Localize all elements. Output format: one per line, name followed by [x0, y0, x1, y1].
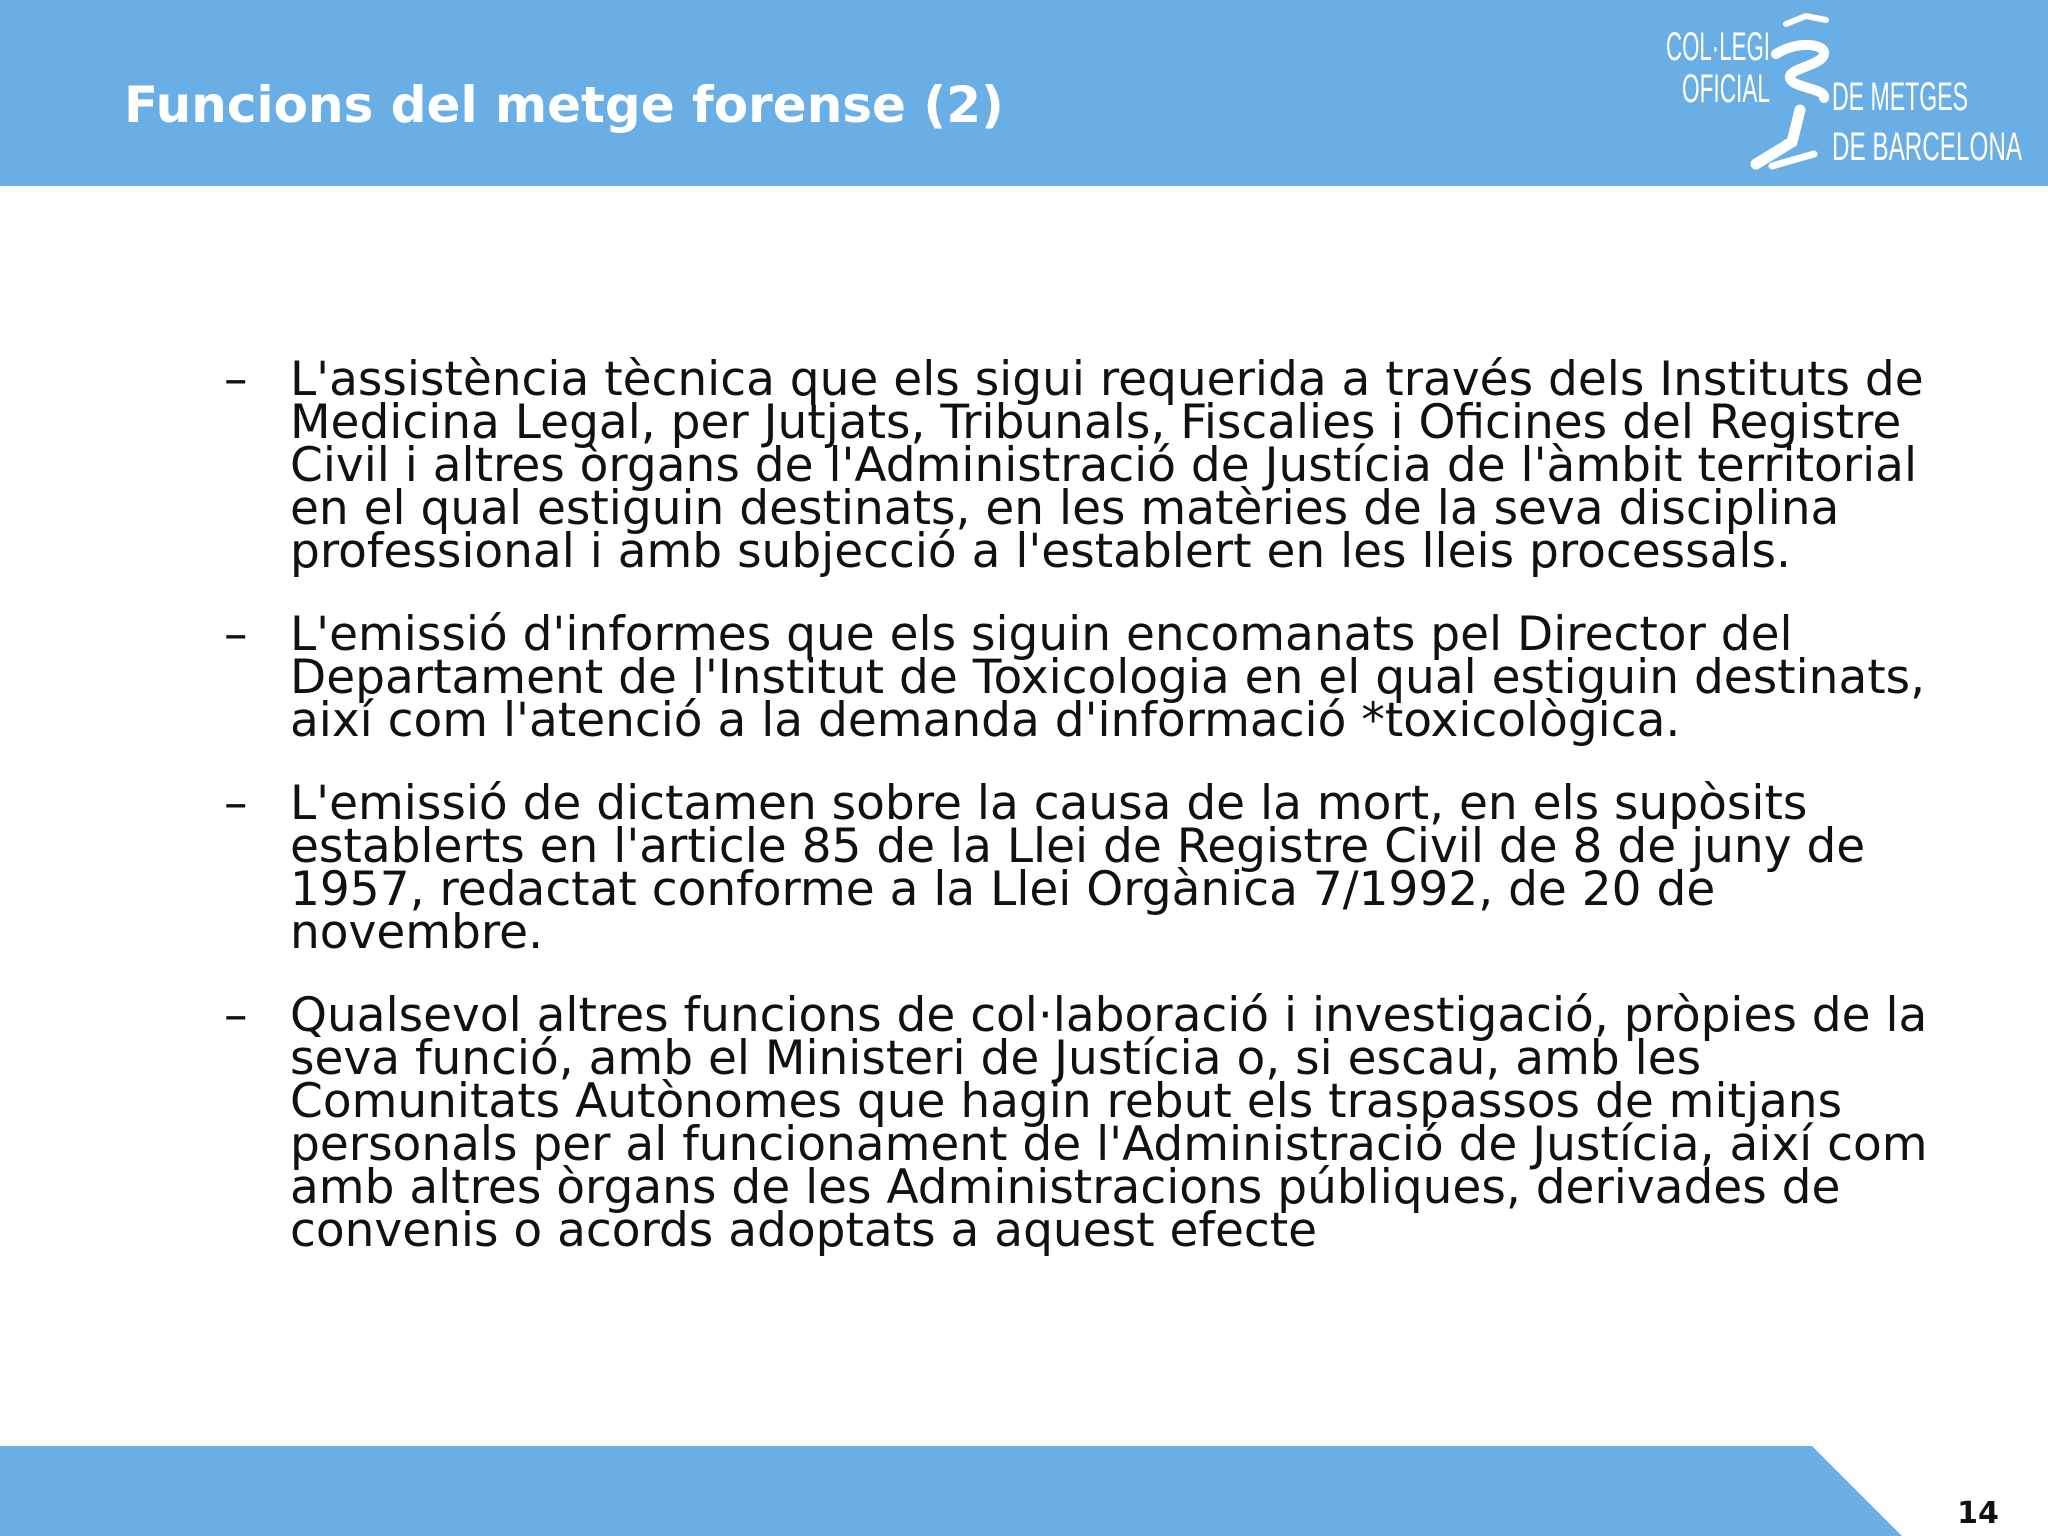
- logo-text-left-1: COL·LEGI: [1666, 25, 1770, 69]
- footer-band: [0, 1446, 2048, 1536]
- page-number: 14: [1957, 1496, 1999, 1531]
- bullet-item: [224, 607, 1944, 748]
- college-logo: [1664, 14, 2028, 176]
- bullet-dash: –: [224, 607, 248, 662]
- bullet-list: [224, 352, 1944, 1292]
- bullet-text: L'emissió d'informes que els siguin encomanats pel Director del Departament de l'Institut de Toxicologia en el qual estiguin destinats, així com l'atenció a la demanda d'informació *toxicològica.: [290, 607, 1926, 748]
- bullet-item: [224, 988, 1944, 1258]
- slide-title: Funcions del metge forense (2): [124, 76, 1004, 134]
- bullet-text: Qualsevol altres funcions de col·laboració i investigació, pròpies de la seva funció, amb el Ministeri de Justícia o, si escau, amb les Comunitats Autònomes que hagin rebut els traspassos de mitjans personals per al funcionament de l'Administració de Justícia, així com amb altres òrgans de les Administracions públiques, derivades de convenis o acords adoptats a aquest efecte: [290, 988, 1928, 1258]
- bullet-dash: –: [224, 776, 248, 831]
- bullet-text: L'assistència tècnica que els sigui requerida a través dels Instituts de Medicina Legal, per Jutjats, Tribunals, Fiscalies i Oficines del Registre Civil i altres òrgans de l'Administració de Justícia de l'àmbit territorial en el qual estiguin destinats, en les matèries de la seva disciplina professional i amb subjecció a l'establert en les lleis processals.: [290, 352, 1924, 579]
- bullet-item: [224, 776, 1944, 960]
- logo-text-right-2: DE BARCELONA: [1832, 125, 2023, 169]
- logo-text-right-1: DE METGES: [1832, 75, 1968, 119]
- bullet-dash: –: [224, 988, 248, 1043]
- bullet-dash: –: [224, 352, 248, 407]
- bullet-item: [224, 352, 1944, 579]
- bullet-text: L'emissió de dictamen sobre la causa de la mort, en els supòsits establerts en l'article 85 de la Llei de Registre Civil de 8 de juny de 1957, redactat conforme a la Llei Orgànica 7/1992, de 20 de novembre.: [290, 776, 1866, 960]
- logo-text-left-2: OFICIAL: [1682, 67, 1770, 111]
